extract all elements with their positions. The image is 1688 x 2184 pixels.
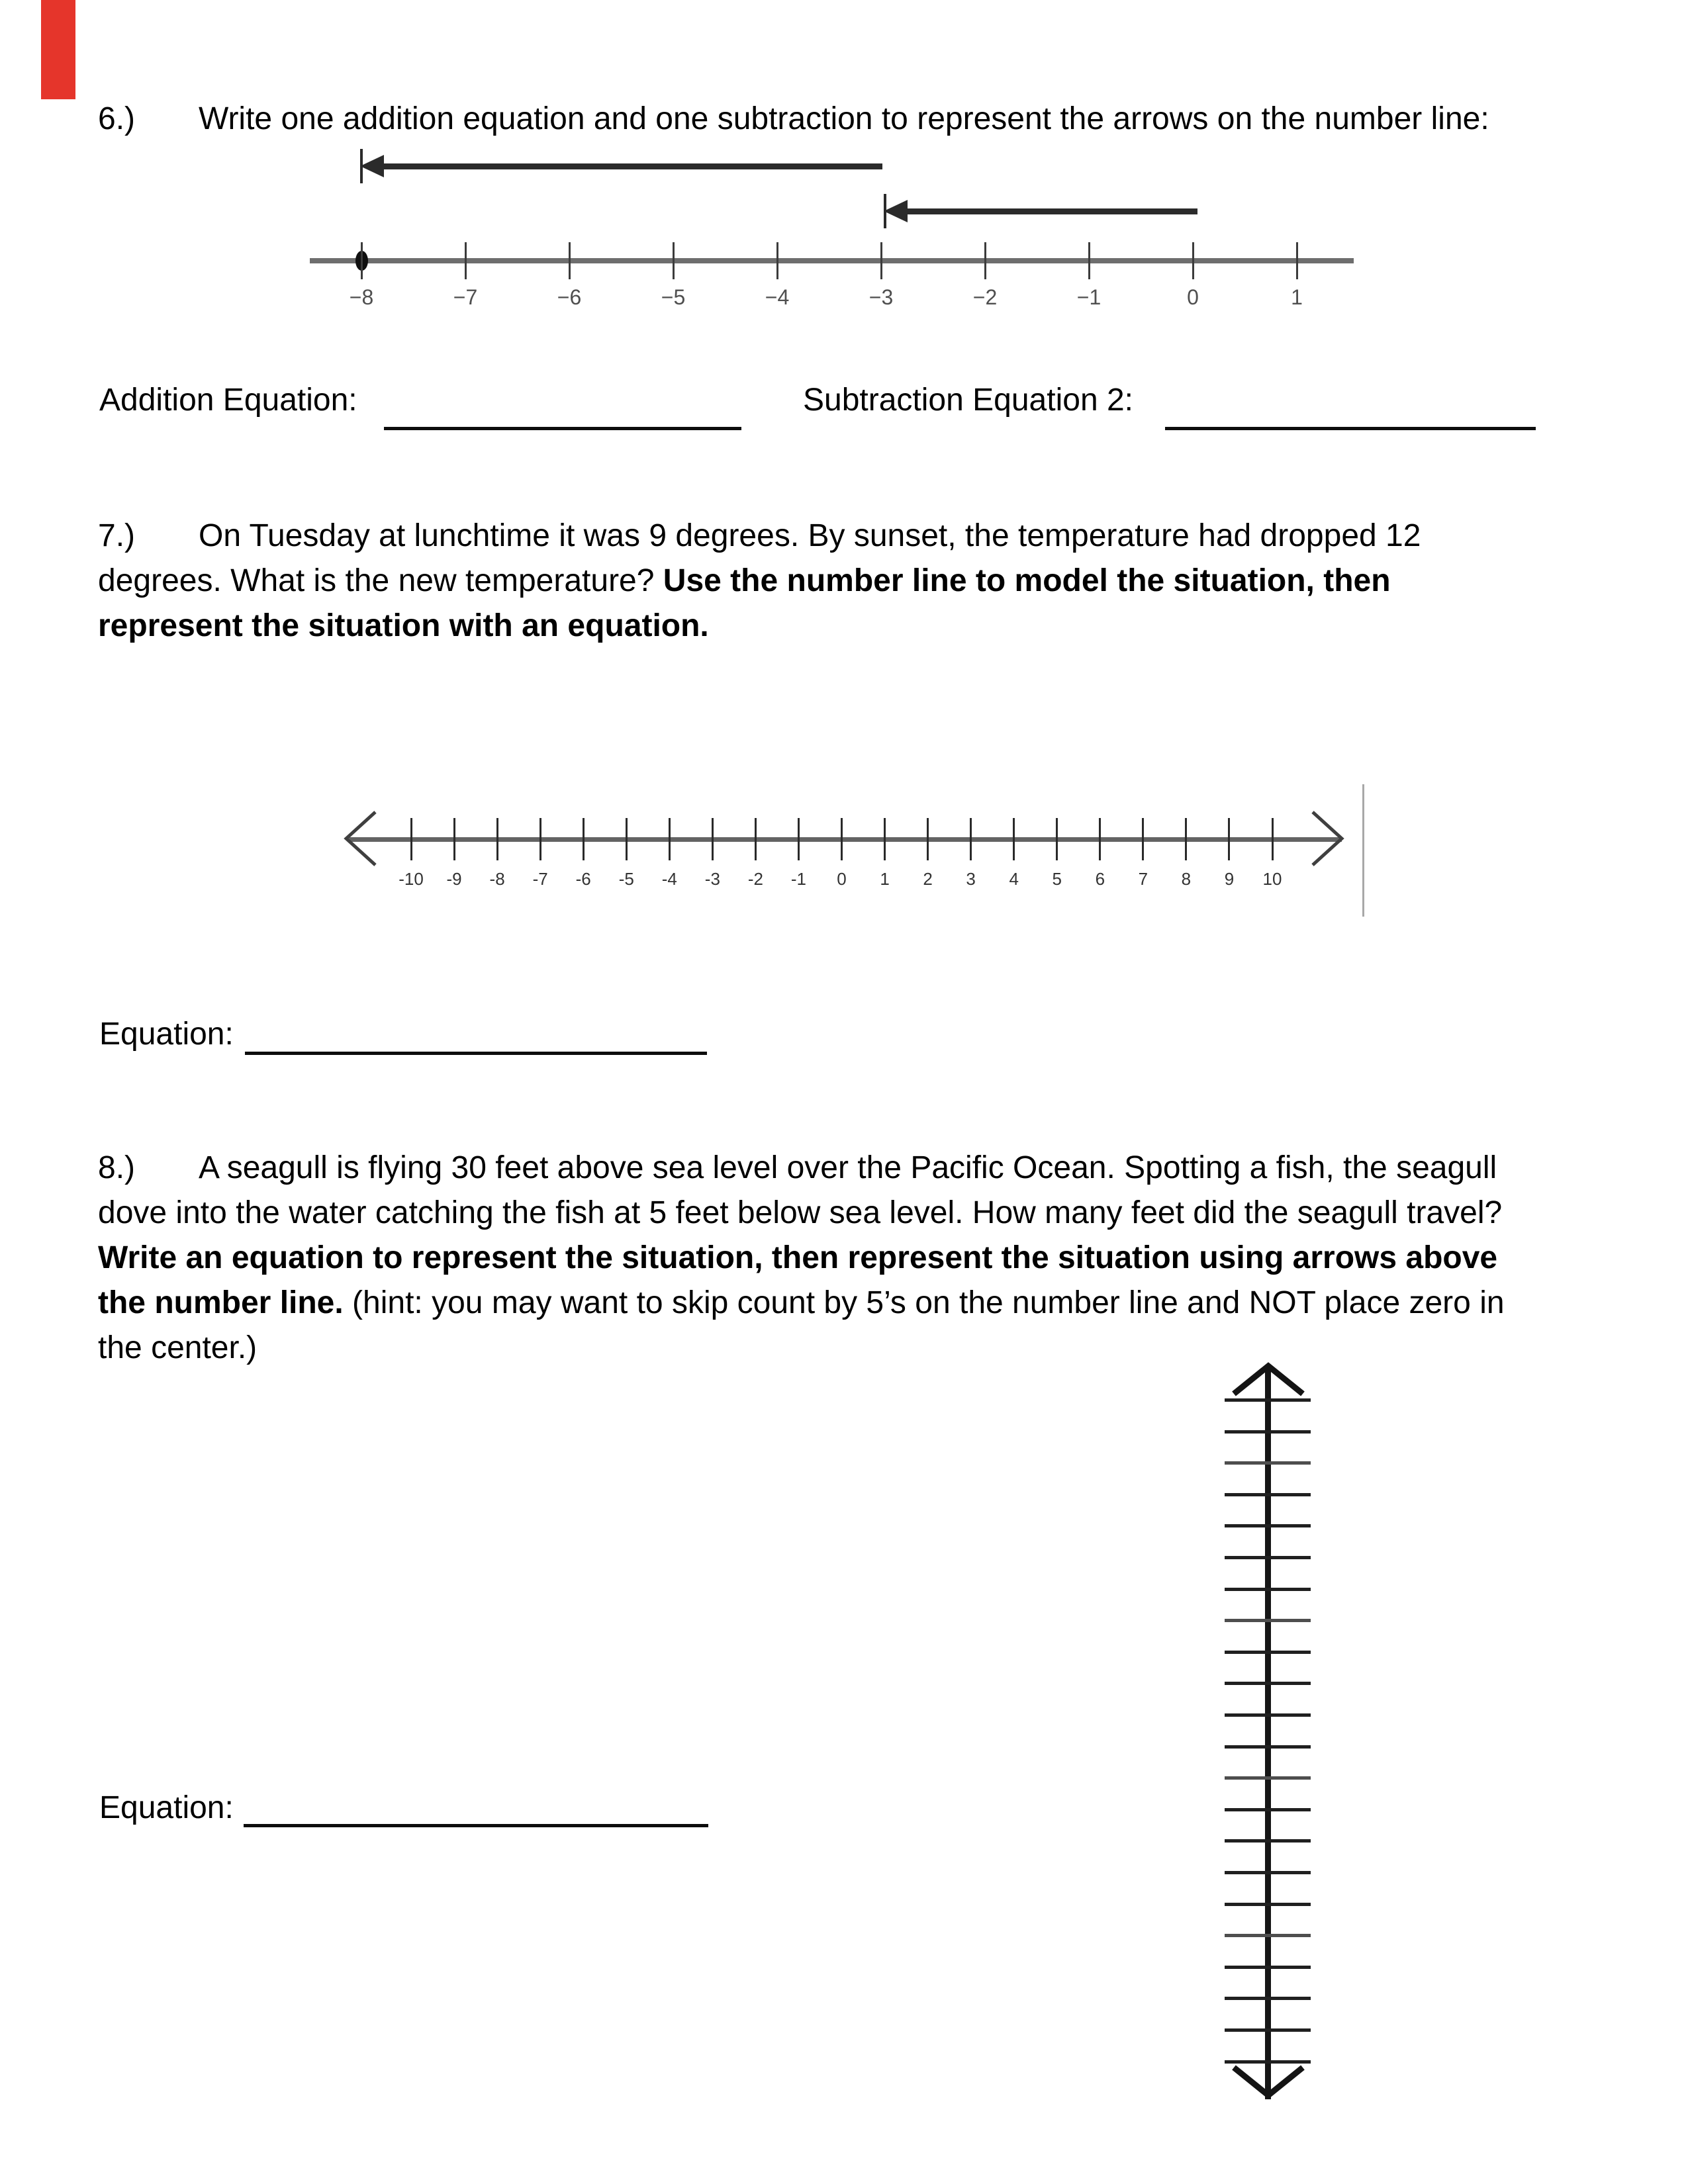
- q7-label--5: -5: [618, 869, 634, 889]
- q8-equation-answer-line: [244, 1824, 708, 1827]
- q6-tick-1: [1296, 242, 1298, 279]
- q6-label-1: 1: [1291, 285, 1303, 309]
- q6-label-−3: −3: [868, 285, 894, 309]
- q7-text-line3: represent the situation with an equation.: [98, 608, 709, 643]
- q8-tick-19: [1225, 1966, 1311, 1969]
- q7-text-line2: [98, 561, 1391, 601]
- q7-label-6: 6: [1095, 869, 1105, 889]
- q8-tick-6: [1225, 1556, 1311, 1559]
- q7-left-arrowhead: [340, 808, 379, 869]
- q6-tick-−3: [880, 242, 882, 279]
- q7-tick-9: [1228, 818, 1230, 860]
- q7-tick-0: [841, 818, 843, 860]
- q8-tick-16: [1225, 1871, 1311, 1874]
- q6-tick-−2: [984, 242, 986, 279]
- q6-label-−6: −6: [557, 285, 582, 309]
- red-scan-mark: [41, 0, 75, 99]
- q7-tick-7: [1142, 818, 1144, 860]
- q7-tick--6: [583, 818, 585, 860]
- q7-tick-1: [884, 818, 886, 860]
- q7-label-0: 0: [837, 869, 847, 889]
- q8-up-arrowhead: [1229, 1361, 1308, 1398]
- q8-tick-3: [1225, 1461, 1311, 1465]
- q8-text-line3: Write an equation to represent the situation, then represent the situation using arrows above: [98, 1240, 1498, 1275]
- q8-tick-15: [1225, 1839, 1311, 1843]
- q8-tick-1: [1225, 1398, 1311, 1402]
- q7-tick--5: [626, 818, 628, 860]
- q7-label-8: 8: [1181, 869, 1192, 889]
- q6-addition-answer-line: [384, 427, 741, 430]
- q7-tick--10: [410, 818, 412, 860]
- q7-tick--7: [539, 818, 541, 860]
- q8-tick-17: [1225, 1903, 1311, 1906]
- q8-down-arrowhead: [1229, 2064, 1308, 2101]
- q7-tick--8: [496, 818, 498, 860]
- q7-label-7: 7: [1138, 869, 1149, 889]
- q8-equation-label: Equation:: [99, 1790, 234, 1825]
- q8-tick-20: [1225, 1997, 1311, 2000]
- q6-numberline-figure: [310, 149, 1356, 321]
- q6-subtraction-label: Subtraction Equation 2:: [803, 383, 1134, 418]
- q8-tick-9: [1225, 1651, 1311, 1654]
- q6-arrow2-left-arrowhead: [884, 200, 908, 222]
- q7-tick--9: [453, 818, 455, 860]
- q8-line4-regular: (hint: you may want to skip count by 5’s on the number line and NOT place zero in: [343, 1285, 1505, 1320]
- q6-tick-0: [1192, 242, 1194, 279]
- q8-vertical-axis: [1265, 1366, 1271, 2099]
- q8-tick-13: [1225, 1776, 1311, 1780]
- q8-tick-7: [1225, 1588, 1311, 1591]
- q7-tick-5: [1056, 818, 1058, 860]
- q6-tick-−7: [465, 242, 467, 279]
- q8-tick-22: [1225, 2060, 1311, 2064]
- q8-tick-10: [1225, 1682, 1311, 1685]
- q8-line4-bold: the number line.: [98, 1285, 344, 1320]
- q8-text-line5: the center.): [98, 1330, 258, 1365]
- q7-tick-2: [927, 818, 929, 860]
- q7-label--1: -1: [790, 869, 806, 889]
- q6-prompt: Write one addition equation and one subtraction to represent the arrows on the number line:: [199, 101, 1489, 136]
- q6-tick-−1: [1088, 242, 1090, 279]
- q6-tick-−5: [673, 242, 675, 279]
- q7-label--8: -8: [489, 869, 505, 889]
- q7-label--3: -3: [704, 869, 720, 889]
- q7-tick--4: [669, 818, 671, 860]
- q7-figure-border-line: [1362, 784, 1364, 917]
- q7-line2-regular: degrees. What is the new temperature?: [98, 563, 663, 598]
- q6-arrow1-left-arrowhead: [360, 155, 384, 177]
- q7-tick--3: [712, 818, 714, 860]
- q8-tick-2: [1225, 1430, 1311, 1433]
- q6-label-−2: −2: [972, 285, 998, 309]
- q6-addition-label: Addition Equation:: [99, 383, 357, 418]
- q8-tick-5: [1225, 1524, 1311, 1527]
- q8-text-line4: [98, 1283, 1505, 1323]
- q7-text-line1: On Tuesday at lunchtime it was 9 degrees. By sunset, the temperature had dropped 12: [199, 518, 1421, 553]
- q7-label--4: -4: [661, 869, 677, 889]
- q8-tick-21: [1225, 2028, 1311, 2032]
- q7-label-10: 10: [1262, 869, 1282, 889]
- q6-label-−1: −1: [1076, 285, 1102, 309]
- q7-label--9: -9: [446, 869, 462, 889]
- q6-arrow1-shaft: [381, 163, 882, 169]
- q7-label-2: 2: [923, 869, 933, 889]
- q8-number: 8.): [98, 1150, 136, 1185]
- q6-tick-−6: [569, 242, 571, 279]
- q7-label--10: -10: [399, 869, 424, 889]
- q7-label-3: 3: [966, 869, 976, 889]
- q7-tick-10: [1272, 818, 1274, 860]
- q6-tick-−8: [361, 242, 363, 279]
- q7-tick--2: [755, 818, 757, 860]
- q8-text-line2: dove into the water catching the fish at 5 feet below sea level. How many feet did the seagull travel?: [98, 1195, 1503, 1230]
- q6-tick-−4: [776, 242, 778, 279]
- q7-equation-answer-line: [245, 1052, 707, 1055]
- q6-number: 6.): [98, 101, 136, 136]
- q6-subtraction-answer-line: [1165, 427, 1536, 430]
- q7-label-5: 5: [1052, 869, 1062, 889]
- q7-label-1: 1: [880, 869, 890, 889]
- q7-label-9: 9: [1224, 869, 1235, 889]
- q8-tick-4: [1225, 1493, 1311, 1496]
- q6-label-−4: −4: [765, 285, 790, 309]
- q8-text-line1: A seagull is flying 30 feet above sea level over the Pacific Ocean. Spotting a fish, the seagull: [199, 1150, 1497, 1185]
- q8-tick-18: [1225, 1934, 1311, 1937]
- q6-label-0: 0: [1187, 285, 1199, 309]
- q8-tick-11: [1225, 1713, 1311, 1717]
- q7-label-4: 4: [1009, 869, 1019, 889]
- q7-line2-bold: Use the number line to model the situation, then: [663, 563, 1391, 598]
- q6-label-−7: −7: [453, 285, 478, 309]
- q8-tick-12: [1225, 1745, 1311, 1749]
- q7-label--2: -2: [747, 869, 763, 889]
- q7-tick--1: [798, 818, 800, 860]
- q7-tick-3: [970, 818, 972, 860]
- q7-tick-6: [1099, 818, 1101, 860]
- q8-vertical-numberline-figure: [1218, 1357, 1331, 2111]
- q7-number: 7.): [98, 518, 136, 553]
- q8-tick-8: [1225, 1619, 1311, 1622]
- q7-numberline-figure: [344, 784, 1376, 923]
- q6-label-−8: −8: [349, 285, 374, 309]
- q7-label--6: -6: [575, 869, 591, 889]
- q7-right-arrowhead: [1309, 808, 1348, 869]
- q7-equation-label: Equation:: [99, 1017, 234, 1052]
- q7-tick-8: [1185, 818, 1187, 860]
- q7-label--7: -7: [532, 869, 548, 889]
- q7-tick-4: [1013, 818, 1015, 860]
- q6-arrow2-shaft: [905, 208, 1197, 214]
- q8-tick-14: [1225, 1808, 1311, 1811]
- q6-label-−5: −5: [661, 285, 686, 309]
